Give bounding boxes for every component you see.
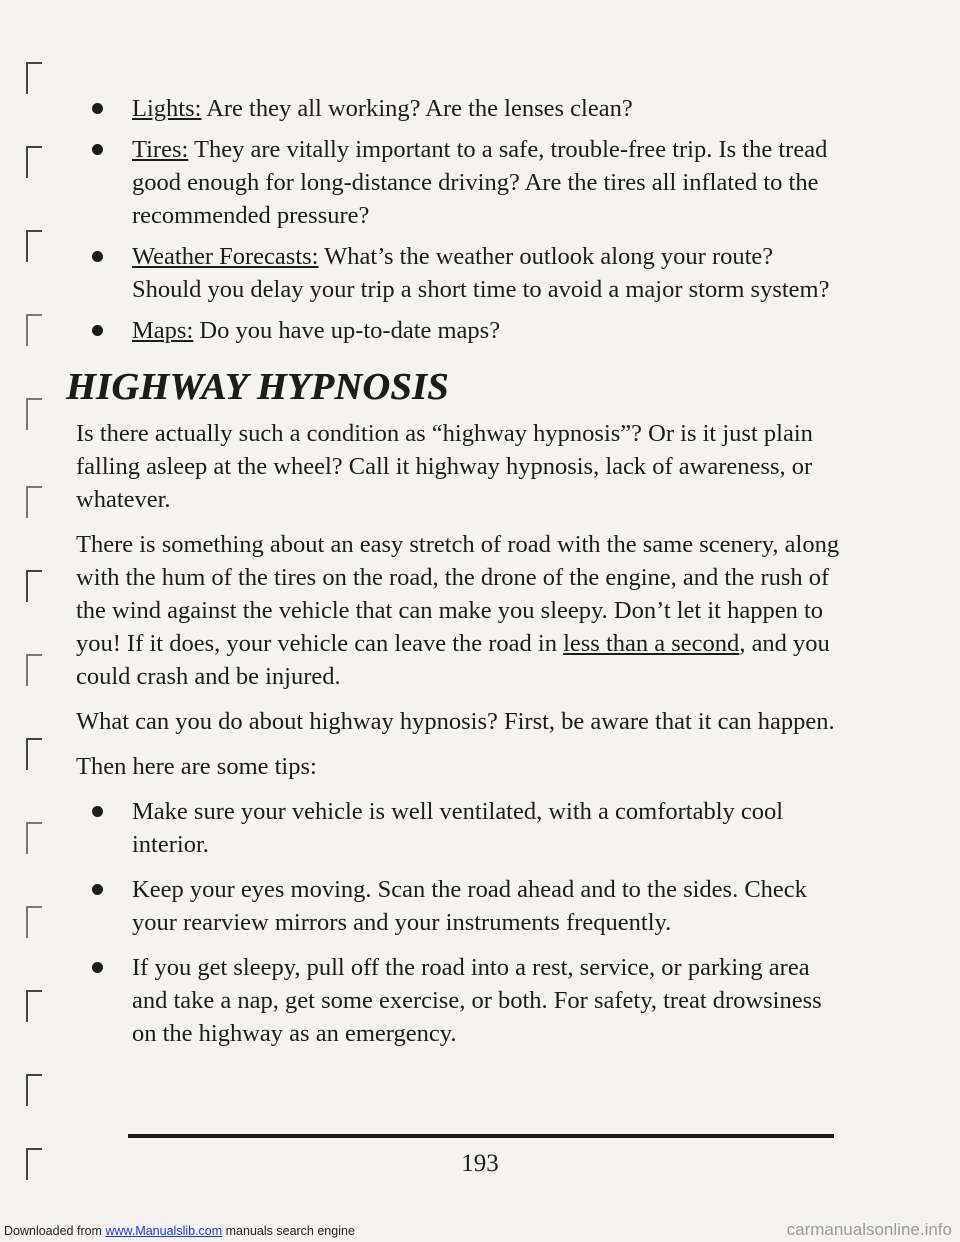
edge-mark <box>26 230 42 262</box>
watermark: carmanualsonline.info <box>786 1220 952 1239</box>
source-suffix: manuals search engine <box>222 1224 355 1238</box>
item-label: Maps: <box>132 317 194 344</box>
edge-mark <box>26 906 42 938</box>
tip-text: Keep your eyes moving. Scan the road ahead and to the sides. Check your rearview mirrors and your instruments frequently. <box>132 876 807 936</box>
edge-mark <box>26 822 42 854</box>
edge-mark <box>26 990 42 1022</box>
edge-mark <box>26 570 42 602</box>
emphasis-text: less than a second <box>563 630 740 657</box>
checklist-item-tires <box>76 133 846 232</box>
source-prefix: Downloaded from <box>4 1224 106 1238</box>
bullet-icon <box>92 251 103 262</box>
tip-text: Make sure your vehicle is well ventilated, with a comfortably cool interior. <box>132 798 784 858</box>
bullet-icon <box>92 325 103 336</box>
item-text: They are vitally important to a safe, trouble-free trip. Is the tread good enough for long-distance driving? Are the tires all inflated to the recommended pressure? <box>132 136 828 229</box>
item-text: Are they all working? Are the lenses clean? <box>201 95 633 122</box>
checklist-item-lights <box>76 92 846 125</box>
page-number: 193 <box>461 1150 499 1177</box>
intro-paragraph: Is there actually such a condition as “highway hypnosis”? Or is it just plain falling asleep at the wheel? Call it highway hypnosis, lack of awareness, or whatever. <box>76 420 813 513</box>
edge-mark <box>26 738 42 770</box>
item-text: What’s the weather outlook along your route? Should you delay your trip a short time to avoid a major storm system? <box>132 243 830 303</box>
edge-mark <box>26 1074 42 1106</box>
edge-mark <box>26 654 42 686</box>
scenery-paragraph <box>76 528 846 693</box>
tips-list <box>76 795 846 1050</box>
item-text: Do you have up-to-date maps? <box>193 317 501 344</box>
edge-mark <box>26 314 42 346</box>
checklist-item-maps <box>76 314 846 347</box>
tip-text: If you get sleepy, pull off the road into a rest, service, or parking area and take a nap, get some exercise, or both. For safety, treat drowsiness on the highway as an emergency. <box>132 954 822 1047</box>
tips-intro: Then here are some tips: <box>76 753 317 780</box>
edge-mark <box>26 146 42 178</box>
edge-mark <box>26 398 42 430</box>
edge-mark <box>26 62 42 94</box>
page-content <box>66 92 846 1062</box>
paragraph-text: There is something about an easy stretch of road with the same scenery, along with the hum of the tires on the road, the drone of the engine, and the rush of the wind against the vehicle that can make you sleepy. Don’t let it happen to you! If it does, your vehicle can leave the road in <box>76 531 840 657</box>
bullet-icon <box>92 962 103 973</box>
bullet-icon <box>92 884 103 895</box>
tip-item <box>76 795 846 861</box>
download-source-line <box>4 1224 355 1238</box>
awareness-paragraph: What can you do about highway hypnosis? First, be aware that it can happen. <box>76 708 835 735</box>
checklist-item-weather <box>76 240 846 306</box>
item-label: Lights: <box>132 95 202 122</box>
checklist <box>76 92 846 347</box>
item-label: Tires: <box>132 136 189 163</box>
footer-divider <box>128 1134 834 1138</box>
paragraph-text: , and you could crash and be injured. <box>76 630 830 690</box>
edge-mark <box>26 486 42 518</box>
section-heading: HIGHWAY HYPNOSIS <box>66 366 449 408</box>
bullet-icon <box>92 806 103 817</box>
tip-item <box>76 951 846 1050</box>
manualslib-link[interactable]: www.Manualslib.com <box>105 1224 223 1238</box>
tip-item <box>76 873 846 939</box>
bullet-icon <box>92 103 103 114</box>
item-label: Weather Forecasts: <box>132 243 319 270</box>
bullet-icon <box>92 144 103 155</box>
